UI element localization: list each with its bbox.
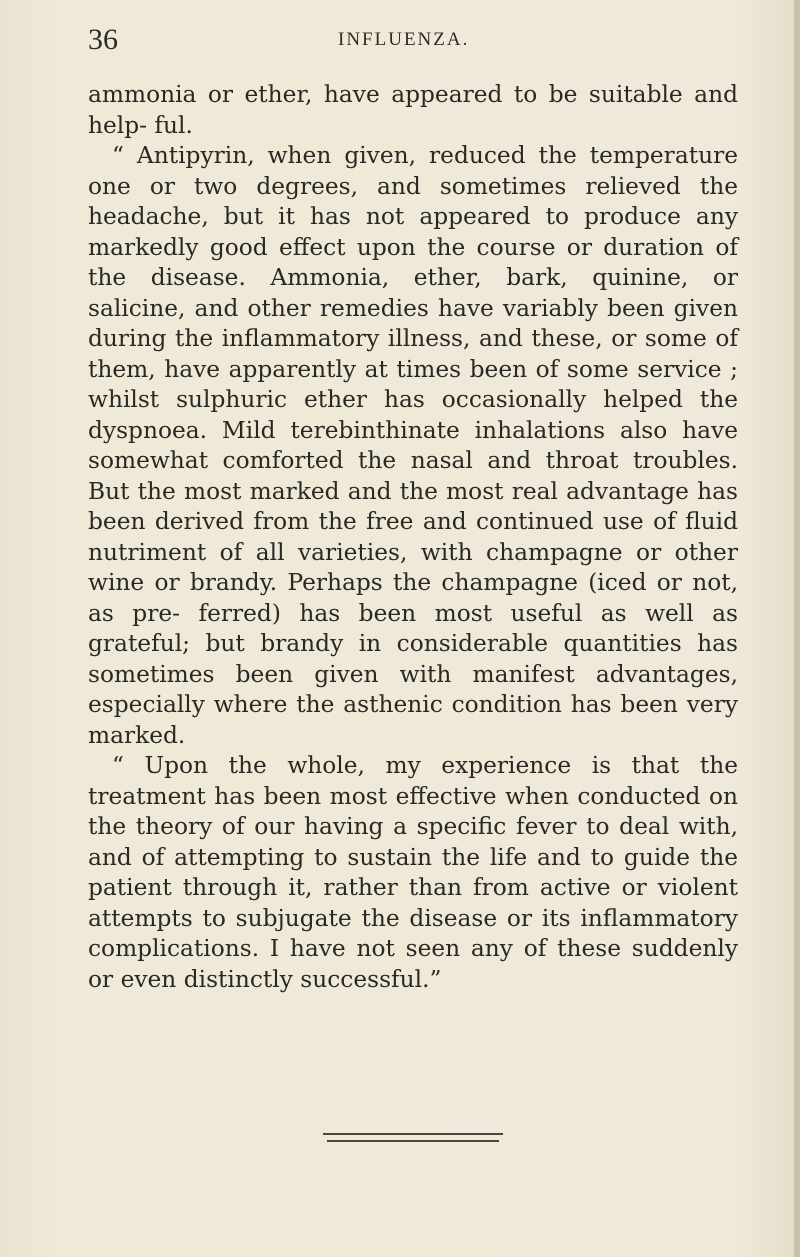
paragraph-conclusion: “ Upon the whole, my experience is that the treatment has been most effective when conducted on the theory of our having a specific fever to deal with, and of attempting to sustain the life and to guide the patient through it, rather than from active or violent attempts to subjugate the disease or its inflammatory complications. I have not seen any of these suddenly or even distinctly successful.” [88, 752, 738, 993]
page-number: 36 [88, 23, 118, 56]
running-title: INFLUENZA. [338, 29, 470, 50]
paragraph-continuation: ammonia or ether, have appeared to be suitable and help- ful. [88, 81, 738, 139]
paragraph-antipyrin: “ Antipyrin, when given, reduced the temperature one or two degrees, and sometimes relieved the headache, but it has not appeared to produce any markedly good effect upon the course or duration of the disease. Ammonia, ether, bark, quinine, or salicine, and other remedies have variably been given during the inflammatory illness, and these, or some of them, have apparently at times been of some service ; whilst sulphuric ether has occasionally helped the dyspnoea. Mild terebinthinate inhalations also have somewhat comforted the nasal and throat troubles. But the most marked and the most real advantage has been derived from the free and continued use of fluid nutriment of all varieties, with champagne or other wine or brandy. Perhaps the champagne (iced or not, as pre- ferred) has been most useful as well as grateful; but brandy in considerable quantities has sometimes been given with manifest advantages, especially where the asthenic condition has been very marked. [88, 142, 738, 749]
end-rule-top [323, 1133, 503, 1135]
body-text [88, 80, 738, 995]
page-header [88, 20, 738, 60]
page-edge [794, 0, 800, 1257]
end-rule-bottom [327, 1140, 499, 1142]
